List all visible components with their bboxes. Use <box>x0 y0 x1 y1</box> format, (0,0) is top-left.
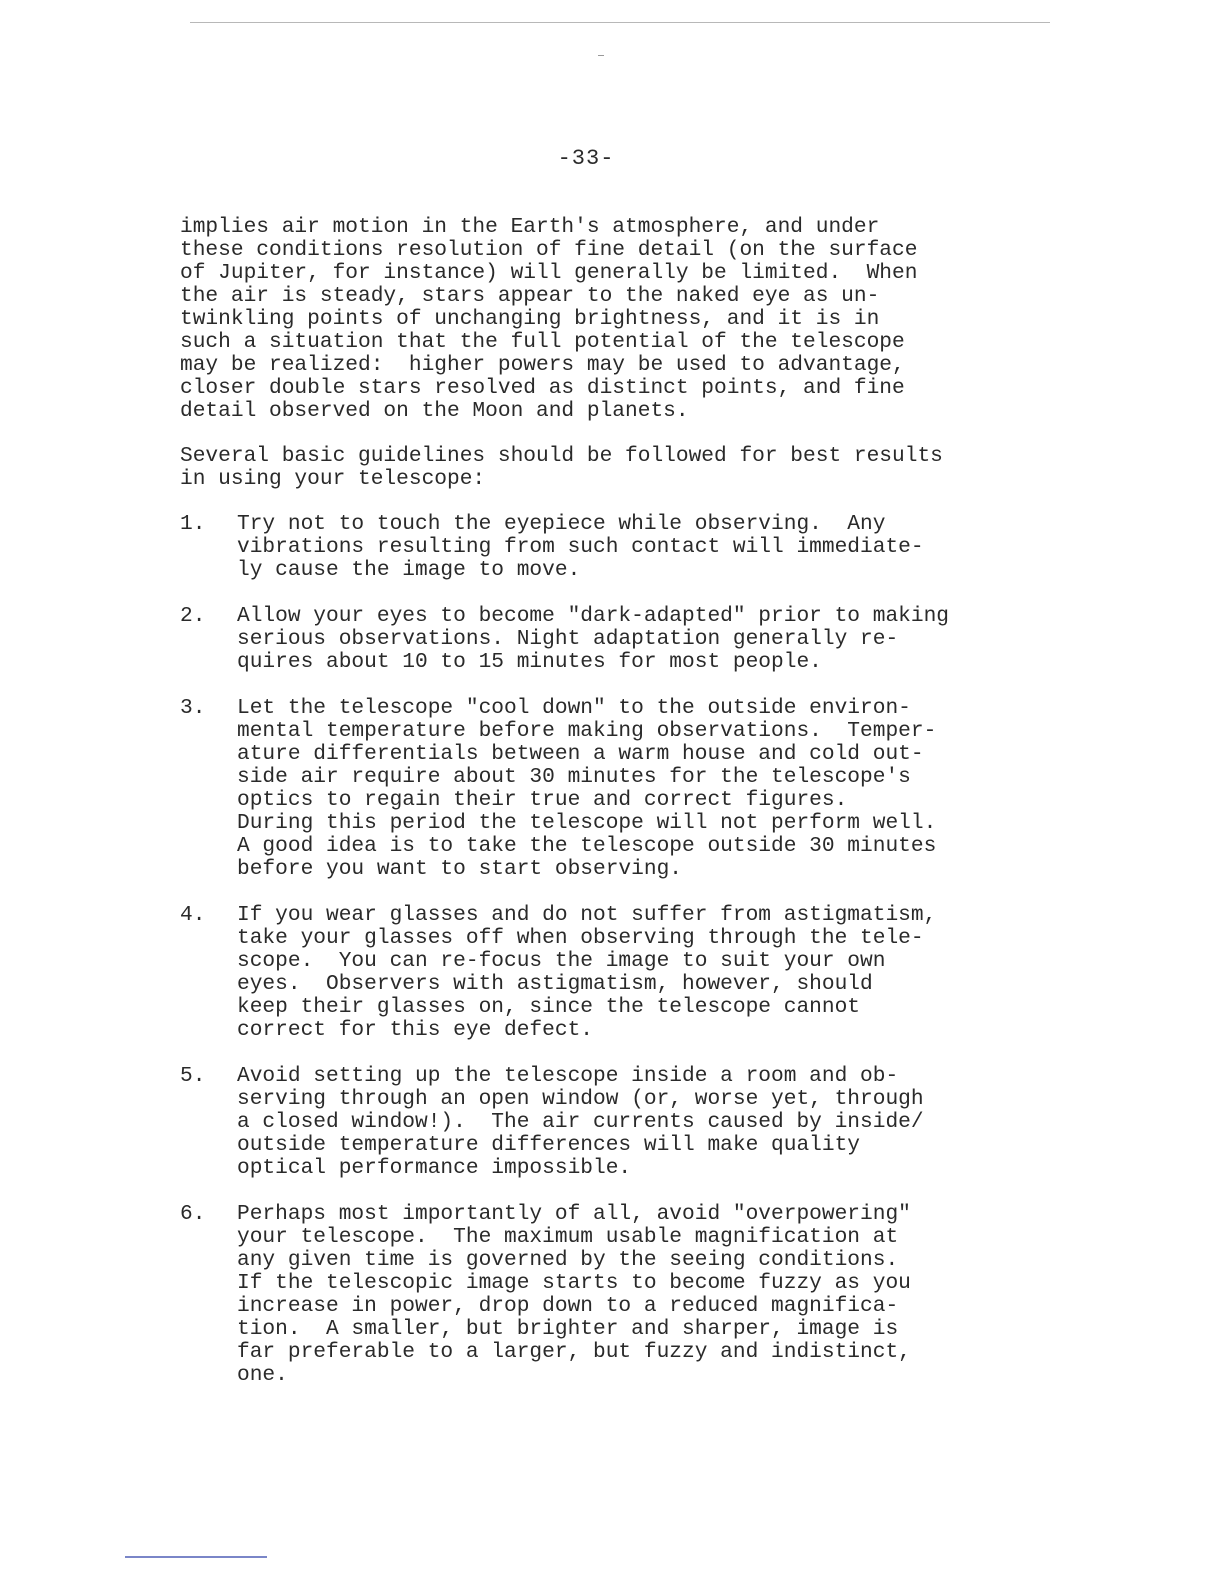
text-line: one. <box>237 1363 288 1387</box>
text-line: of Jupiter, for instance) will generally be limited. When <box>180 261 918 285</box>
text-line: implies air motion in the Earth's atmosphere, and under <box>180 215 880 239</box>
text-line: any given time is governed by the seeing conditions. <box>237 1248 899 1272</box>
item-number: 6. <box>180 1202 206 1226</box>
text-line: may be realized: higher powers may be used to advantage, <box>180 353 905 377</box>
page-number: -33- <box>557 146 615 171</box>
text-line: optics to regain their true and correct figures. <box>237 788 848 812</box>
text-line: ly cause the image to move. <box>237 558 581 582</box>
paragraph-guidelines-intro <box>180 445 1060 491</box>
text-line: a closed window!). The air currents caused by inside/ <box>237 1110 924 1134</box>
text-line: the air is steady, stars appear to the naked eye as un- <box>180 284 880 308</box>
text-line: ature differentials between a warm house and cold out- <box>237 742 924 766</box>
text-line: keep their glasses on, since the telescope cannot <box>237 995 861 1019</box>
scan-artifact-speck <box>598 55 604 56</box>
text-line: mental temperature before making observations. Temper- <box>237 719 937 743</box>
scan-artifact-top-line <box>190 22 1050 23</box>
text-line: During this period the telescope will not perform well. <box>237 811 937 835</box>
item-text <box>237 513 1060 582</box>
text-line: closer double stars resolved as distinct points, and fine <box>180 376 905 400</box>
text-line: serving through an open window (or, worse yet, through <box>237 1087 924 1111</box>
document-body <box>180 216 1060 1410</box>
text-line: increase in power, drop down to a reduced magnifica- <box>237 1294 899 1318</box>
text-line: serious observations. Night adaptation generally re- <box>237 627 899 651</box>
guideline-item-6 <box>180 1203 1060 1387</box>
text-line: Try not to touch the eyepiece while observing. Any <box>237 512 886 536</box>
guideline-item-4 <box>180 904 1060 1042</box>
paragraph-seeing-conditions <box>180 216 1060 423</box>
text-line: correct for this eye defect. <box>237 1018 594 1042</box>
item-text <box>237 1203 1060 1387</box>
text-line: If the telescopic image starts to become fuzzy as you <box>237 1271 911 1295</box>
item-text <box>237 1065 1060 1180</box>
text-line: If you wear glasses and do not suffer from astigmatism, <box>237 903 937 927</box>
text-line: such a situation that the full potential of the telescope <box>180 330 905 354</box>
guideline-item-3 <box>180 697 1060 881</box>
text-line: Allow your eyes to become "dark-adapted" prior to making <box>237 604 950 628</box>
text-line: optical performance impossible. <box>237 1156 632 1180</box>
item-text <box>237 605 1060 674</box>
text-line: scope. You can re-focus the image to suit your own <box>237 949 886 973</box>
item-number: 4. <box>180 903 206 927</box>
guideline-item-5 <box>180 1065 1060 1180</box>
text-line: eyes. Observers with astigmatism, however, should <box>237 972 873 996</box>
text-line: tion. A smaller, but brighter and sharper, image is <box>237 1317 899 1341</box>
text-line: vibrations resulting from such contact will immediate- <box>237 535 924 559</box>
text-line: far preferable to a larger, but fuzzy and indistinct, <box>237 1340 911 1364</box>
text-line: your telescope. The maximum usable magnification at <box>237 1225 899 1249</box>
text-line: before you want to start observing. <box>237 857 683 881</box>
text-line: side air require about 30 minutes for the telescope's <box>237 765 911 789</box>
text-line: Perhaps most importantly of all, avoid "overpowering" <box>237 1202 911 1226</box>
item-number: 1. <box>180 512 206 536</box>
text-line: Avoid setting up the telescope inside a room and ob- <box>237 1064 899 1088</box>
guideline-item-2 <box>180 605 1060 674</box>
text-line: take your glasses off when observing through the tele- <box>237 926 924 950</box>
bottom-rule <box>125 1556 267 1558</box>
text-line: in using your telescope: <box>180 467 486 491</box>
text-line: detail observed on the Moon and planets. <box>180 399 689 423</box>
item-text <box>237 697 1060 881</box>
guideline-item-1 <box>180 513 1060 582</box>
item-number: 2. <box>180 604 206 628</box>
text-line: Several basic guidelines should be followed for best results <box>180 444 943 468</box>
item-text <box>237 904 1060 1042</box>
text-line: A good idea is to take the telescope outside 30 minutes <box>237 834 937 858</box>
item-number: 5. <box>180 1064 206 1088</box>
text-line: twinkling points of unchanging brightness, and it is in <box>180 307 880 331</box>
text-line: these conditions resolution of fine detail (on the surface <box>180 238 918 262</box>
text-line: Let the telescope "cool down" to the outside environ- <box>237 696 911 720</box>
text-line: outside temperature differences will make quality <box>237 1133 861 1157</box>
text-line: quires about 10 to 15 minutes for most people. <box>237 650 822 674</box>
item-number: 3. <box>180 696 206 720</box>
